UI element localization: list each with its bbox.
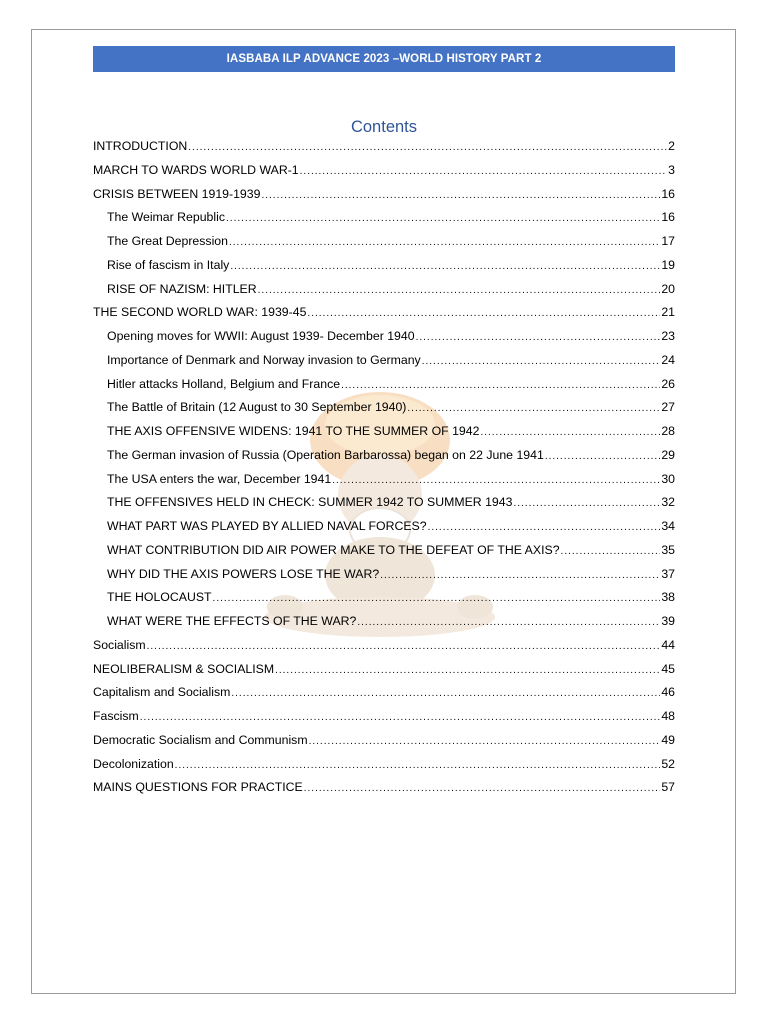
toc-dot-leader	[307, 308, 660, 319]
toc-entry-page-number: 24	[661, 352, 675, 367]
toc-entry[interactable]	[93, 448, 675, 472]
toc-entry[interactable]	[93, 163, 675, 187]
toc-entry[interactable]	[93, 377, 675, 401]
toc-entry[interactable]	[93, 472, 675, 496]
toc-entry-page-number: 16	[661, 210, 675, 225]
toc-entry-title: INTRODUCTION	[93, 139, 188, 153]
toc-entry-title: Importance of Denmark and Norway invasion to Germany	[107, 352, 421, 367]
toc-dot-leader	[341, 380, 660, 391]
toc-entry-page-number: 32	[661, 495, 675, 510]
toc-entry-page-number: 19	[661, 257, 675, 272]
toc-entry-page-number: 28	[661, 424, 675, 438]
toc-entry-title: Decolonization	[93, 756, 174, 771]
toc-entry-page-number: 16	[661, 186, 675, 201]
toc-entry[interactable]	[93, 519, 675, 543]
toc-entry-page-number: 46	[661, 685, 675, 700]
toc-entry-page-number: 23	[661, 329, 675, 343]
toc-entry[interactable]	[93, 353, 675, 377]
toc-dot-leader	[561, 546, 661, 557]
toc-entry[interactable]	[93, 567, 675, 591]
toc-entry-title: WHAT PART WAS PLAYED BY ALLIED NAVAL FORCES?	[107, 519, 427, 533]
toc-entry-title: The USA enters the war, December 1941	[107, 471, 332, 486]
toc-entry-title: The Battle of Britain (12 August to 30 September 1940)	[107, 400, 407, 415]
contents-heading: Contents	[350, 118, 418, 136]
toc-entry-title: THE AXIS OFFENSIVE WIDENS: 1941 TO THE SUMMER OF 1942	[107, 424, 480, 438]
toc-dot-leader	[147, 641, 661, 652]
toc-entry-title: RISE OF NAZISM: HITLER	[107, 281, 257, 296]
toc-dot-leader	[213, 593, 661, 604]
toc-entry-title: Capitalism and Socialism	[93, 685, 231, 700]
toc-entry-title: THE SECOND WORLD WAR: 1939-45	[93, 305, 307, 320]
toc-entry[interactable]	[93, 424, 675, 448]
toc-entry-page-number: 48	[661, 709, 675, 723]
toc-dot-leader	[513, 498, 660, 509]
toc-dot-leader	[357, 617, 660, 628]
toc-entry-page-number: 39	[661, 614, 675, 628]
toc-entry-page-number: 29	[661, 447, 675, 462]
toc-entry-page-number: 45	[661, 661, 675, 676]
toc-entry-title: The Great Depression	[107, 234, 228, 248]
toc-entry-page-number: 3	[668, 162, 675, 177]
toc-dot-leader	[231, 688, 660, 699]
toc-dot-leader	[300, 166, 668, 177]
toc-entry-page-number: 17	[661, 234, 675, 248]
toc-dot-leader	[545, 451, 661, 462]
toc-entry-title: THE HOLOCAUST	[107, 590, 212, 605]
toc-dot-leader	[332, 475, 660, 486]
toc-entry-page-number: 20	[661, 281, 675, 296]
toc-dot-leader	[309, 736, 661, 747]
toc-entry[interactable]	[93, 329, 675, 353]
toc-entry-page-number: 44	[661, 637, 675, 652]
toc-dot-leader	[258, 285, 661, 296]
toc-entry-page-number: 30	[661, 471, 675, 486]
toc-dot-leader	[304, 783, 661, 794]
toc-dot-leader	[226, 213, 660, 224]
toc-dot-leader	[480, 427, 660, 438]
toc-dot-leader	[229, 237, 660, 248]
toc-entry[interactable]	[93, 234, 675, 258]
toc-entry-title: WHAT WERE THE EFFECTS OF THE WAR?	[107, 614, 357, 628]
toc-entry[interactable]	[93, 757, 675, 781]
toc-entry-page-number: 27	[661, 400, 675, 415]
toc-entry-title: MARCH TO WARDS WORLD WAR-1	[93, 162, 299, 177]
toc-entry-title: MAINS QUESTIONS FOR PRACTICE	[93, 780, 303, 795]
toc-entry-title: Rise of fascism in Italy	[107, 257, 230, 272]
toc-entry[interactable]	[93, 210, 675, 234]
toc-entry[interactable]	[93, 685, 675, 709]
toc-dot-leader	[275, 665, 660, 676]
toc-entry-page-number: 34	[661, 519, 675, 533]
toc-entry[interactable]	[93, 638, 675, 662]
toc-entry[interactable]	[93, 662, 675, 686]
toc-entry-title: Fascism	[93, 709, 139, 723]
toc-entry-title: Hitler attacks Holland, Belgium and France	[107, 376, 341, 391]
toc-dot-leader	[428, 522, 661, 533]
toc-entry[interactable]	[93, 305, 675, 329]
toc-entry-page-number: 21	[661, 305, 675, 320]
toc-list	[93, 139, 675, 804]
toc-dot-leader	[407, 403, 660, 414]
toc-dot-leader	[416, 332, 661, 343]
toc-dot-leader	[230, 261, 660, 272]
toc-dot-leader	[175, 760, 661, 771]
toc-dot-leader	[140, 712, 661, 723]
toc-entry-title: CRISIS BETWEEN 1919-1939	[93, 186, 261, 201]
toc-entry-title: NEOLIBERALISM & SOCIALISM	[93, 661, 275, 676]
toc-entry[interactable]	[93, 258, 675, 282]
toc-entry[interactable]	[93, 543, 675, 567]
header-bar	[93, 46, 675, 72]
toc-entry[interactable]	[93, 780, 675, 804]
toc-entry[interactable]	[93, 614, 675, 638]
toc-entry[interactable]	[93, 139, 675, 163]
toc-entry-title: WHAT CONTRIBUTION DID AIR POWER MAKE TO THE DEFEAT OF THE AXIS?	[107, 542, 560, 557]
toc-dot-leader	[380, 570, 660, 581]
toc-entry-title: The German invasion of Russia (Operation Barbarossa) began on 22 June 1941	[107, 447, 544, 462]
toc-dot-leader	[422, 356, 661, 367]
toc-entry[interactable]	[93, 282, 675, 306]
toc-entry-page-number: 26	[661, 376, 675, 391]
toc-entry[interactable]	[93, 709, 675, 733]
toc-dot-leader	[261, 190, 660, 201]
toc-entry-page-number: 2	[668, 139, 675, 153]
toc-entry-page-number: 38	[661, 590, 675, 605]
toc-entry-title: The Weimar Republic	[107, 210, 226, 225]
toc-entry-page-number: 37	[661, 566, 675, 581]
toc-entry-page-number: 35	[661, 542, 675, 557]
toc-entry[interactable]	[93, 733, 675, 757]
toc-entry-title: Democratic Socialism and Communism	[93, 732, 308, 747]
header-title: IASBABA ILP ADVANCE 2023 –WORLD HISTORY PART 2	[226, 53, 542, 65]
toc-entry-title: Socialism	[93, 637, 146, 652]
toc-entry[interactable]	[93, 187, 675, 211]
toc-entry[interactable]	[93, 495, 675, 519]
toc-entry-page-number: 57	[661, 780, 675, 795]
toc-entry[interactable]	[93, 400, 675, 424]
toc-entry-title: THE OFFENSIVES HELD IN CHECK: SUMMER 1942 TO SUMMER 1943	[107, 495, 513, 510]
toc-entry-title: Opening moves for WWII: August 1939- December 1940	[107, 329, 415, 343]
toc-entry-title: WHY DID THE AXIS POWERS LOSE THE WAR?	[107, 566, 380, 581]
toc-entry-page-number: 49	[661, 732, 675, 747]
toc-entry[interactable]	[93, 590, 675, 614]
toc-dot-leader	[188, 142, 667, 153]
toc-entry-page-number: 52	[661, 756, 675, 771]
